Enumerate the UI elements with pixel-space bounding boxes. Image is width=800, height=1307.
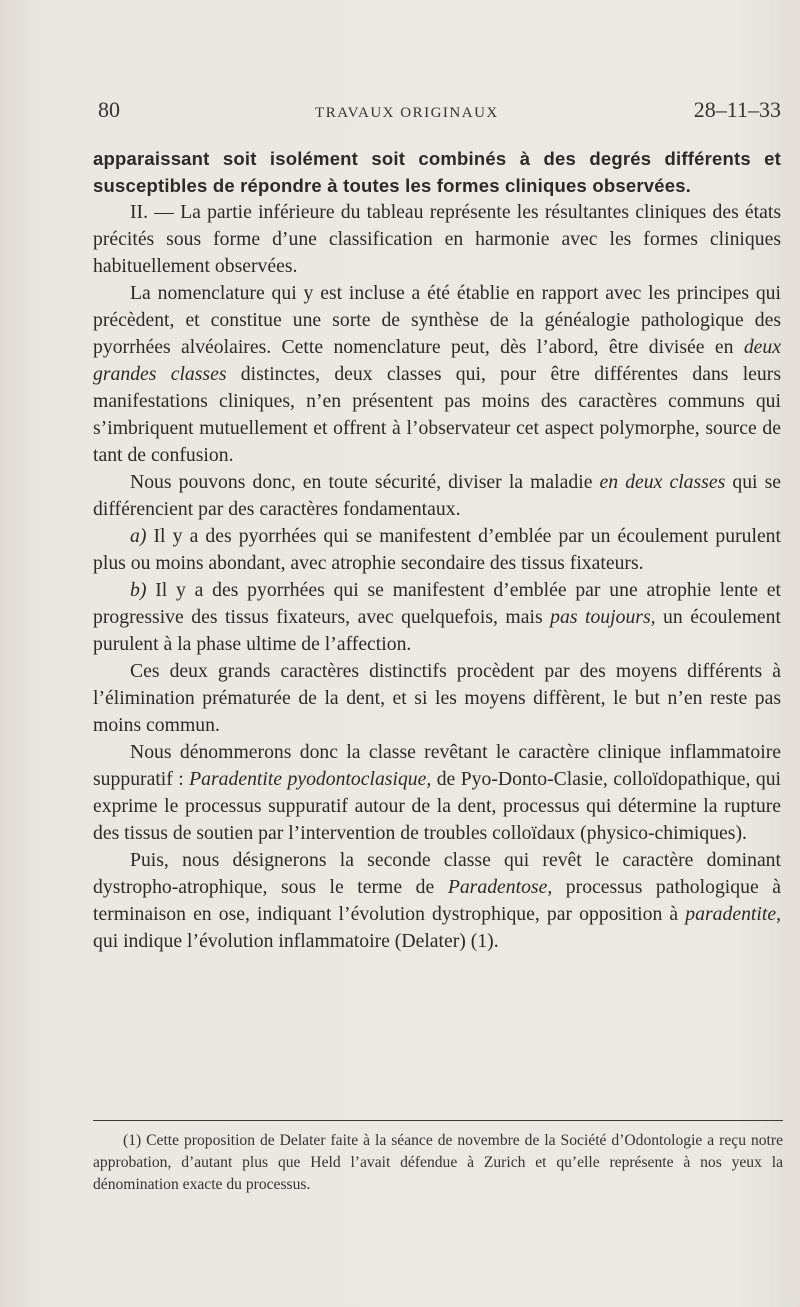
emphasis-en-deux-classes: en deux classes — [599, 471, 726, 493]
emphasis-paradentite-pyodontoclasique: Paradentite pyodontoclasique, — [189, 768, 432, 790]
footnote-divider — [93, 1120, 783, 1121]
header-date: 28–11–33 — [693, 97, 781, 122]
running-title: TRAVAUX ORIGINAUX — [315, 105, 499, 121]
footnote — [93, 1130, 783, 1196]
page-number: 80 — [98, 97, 120, 122]
paragraph-item-b: b) Il y a des pyorrhées qui se manifestent d’emblée par une atrophie lente et progressive des tissus fixateurs, avec quelquefois, mais pas toujours, un écoulement purulent à la phase ultime de l’affection. — [93, 579, 781, 655]
page-header — [98, 97, 781, 123]
paragraph-section-ii: II. — La partie inférieure du tableau représente les résultantes cliniques des états précités sous forme d’une classification en harmonie avec les formes cliniques habituellement observées. — [93, 201, 781, 277]
emphasis-pas-toujours: pas toujours, — [550, 606, 656, 628]
paragraph-nomenclature: La nomenclature qui y est incluse a été établie en rapport avec les principes qui précèdent, et constitue une sorte de synthèse de la généalogie pathologique des pyorrhées alvéolaires. Cette nomenclature peut, dès l’abord, être divisée en deux grandes classes distinctes, deux classes qui, pour être différentes dans leurs manifestations cliniques, n’en présentent pas moins des caractères communs qui s’imbriquent mutuellement et offrent à l’observateur cet aspect polymorphe, source de tant de confusion. — [93, 282, 781, 466]
footnote-text: (1) Cette proposition de Delater faite à la séance de novembre de la Société d’Odontologie a reçu notre approbation, d’autant plus que Held l’avait défendue à Zurich et qu’elle représente à nos yeux la dénomination exacte du processus. — [93, 1132, 783, 1193]
item-label-a: a) — [130, 525, 147, 547]
paragraph-paradentite: Nous dénommerons donc la classe revêtant le caractère clinique inflammatoire suppuratif : Paradentite pyodontoclasique, de Pyo-Donto-Clasie, colloïdopathique, qui exprime le processus suppuratif autour de la dent, processus qui détermine la rupture des tissus de soutien par l’intervention de troubles colloïdaux (physico-chimiques). — [93, 741, 782, 844]
emphasis-paradentose: Paradentose, — [447, 876, 553, 898]
paragraph-continued: apparaissant soit isolément soit combinés à des degrés différents et susceptibles de répondre à toutes les formes cliniques observées. — [93, 148, 781, 196]
paragraph-caracteres: Ces deux grands caractères distinctifs procèdent par des moyens différents à l’élimination prématurée de la dent, et si les moyens diffèrent, le but n’en reste pas moins commun. — [93, 660, 781, 736]
item-label-b: b) — [130, 579, 147, 601]
body-text — [93, 145, 781, 955]
emphasis-paradentite: paradentite, — [685, 903, 781, 925]
paragraph-paradentose: Puis, nous désignerons la seconde classe qui revêt le caractère dominant dystropho-atrophique, sous le terme de Paradentose, processus pathologique à terminaison en ose, indiquant l’évolution dystrophique, par opposition à paradentite, qui indique l’évolution inflammatoire (Delater) (1). — [93, 849, 781, 952]
emphasis-deux-grandes-classes: deux grandes classes — [93, 336, 781, 385]
paragraph-division: Nous pouvons donc, en toute sécurité, diviser la maladie en deux classes qui se différencient par des caractères fondamentaux. — [93, 471, 781, 520]
paragraph-item-a: a) Il y a des pyorrhées qui se manifestent d’emblée par un écoulement purulent plus ou moins abondant, avec atrophie secondaire des tissus fixateurs. — [93, 525, 781, 574]
